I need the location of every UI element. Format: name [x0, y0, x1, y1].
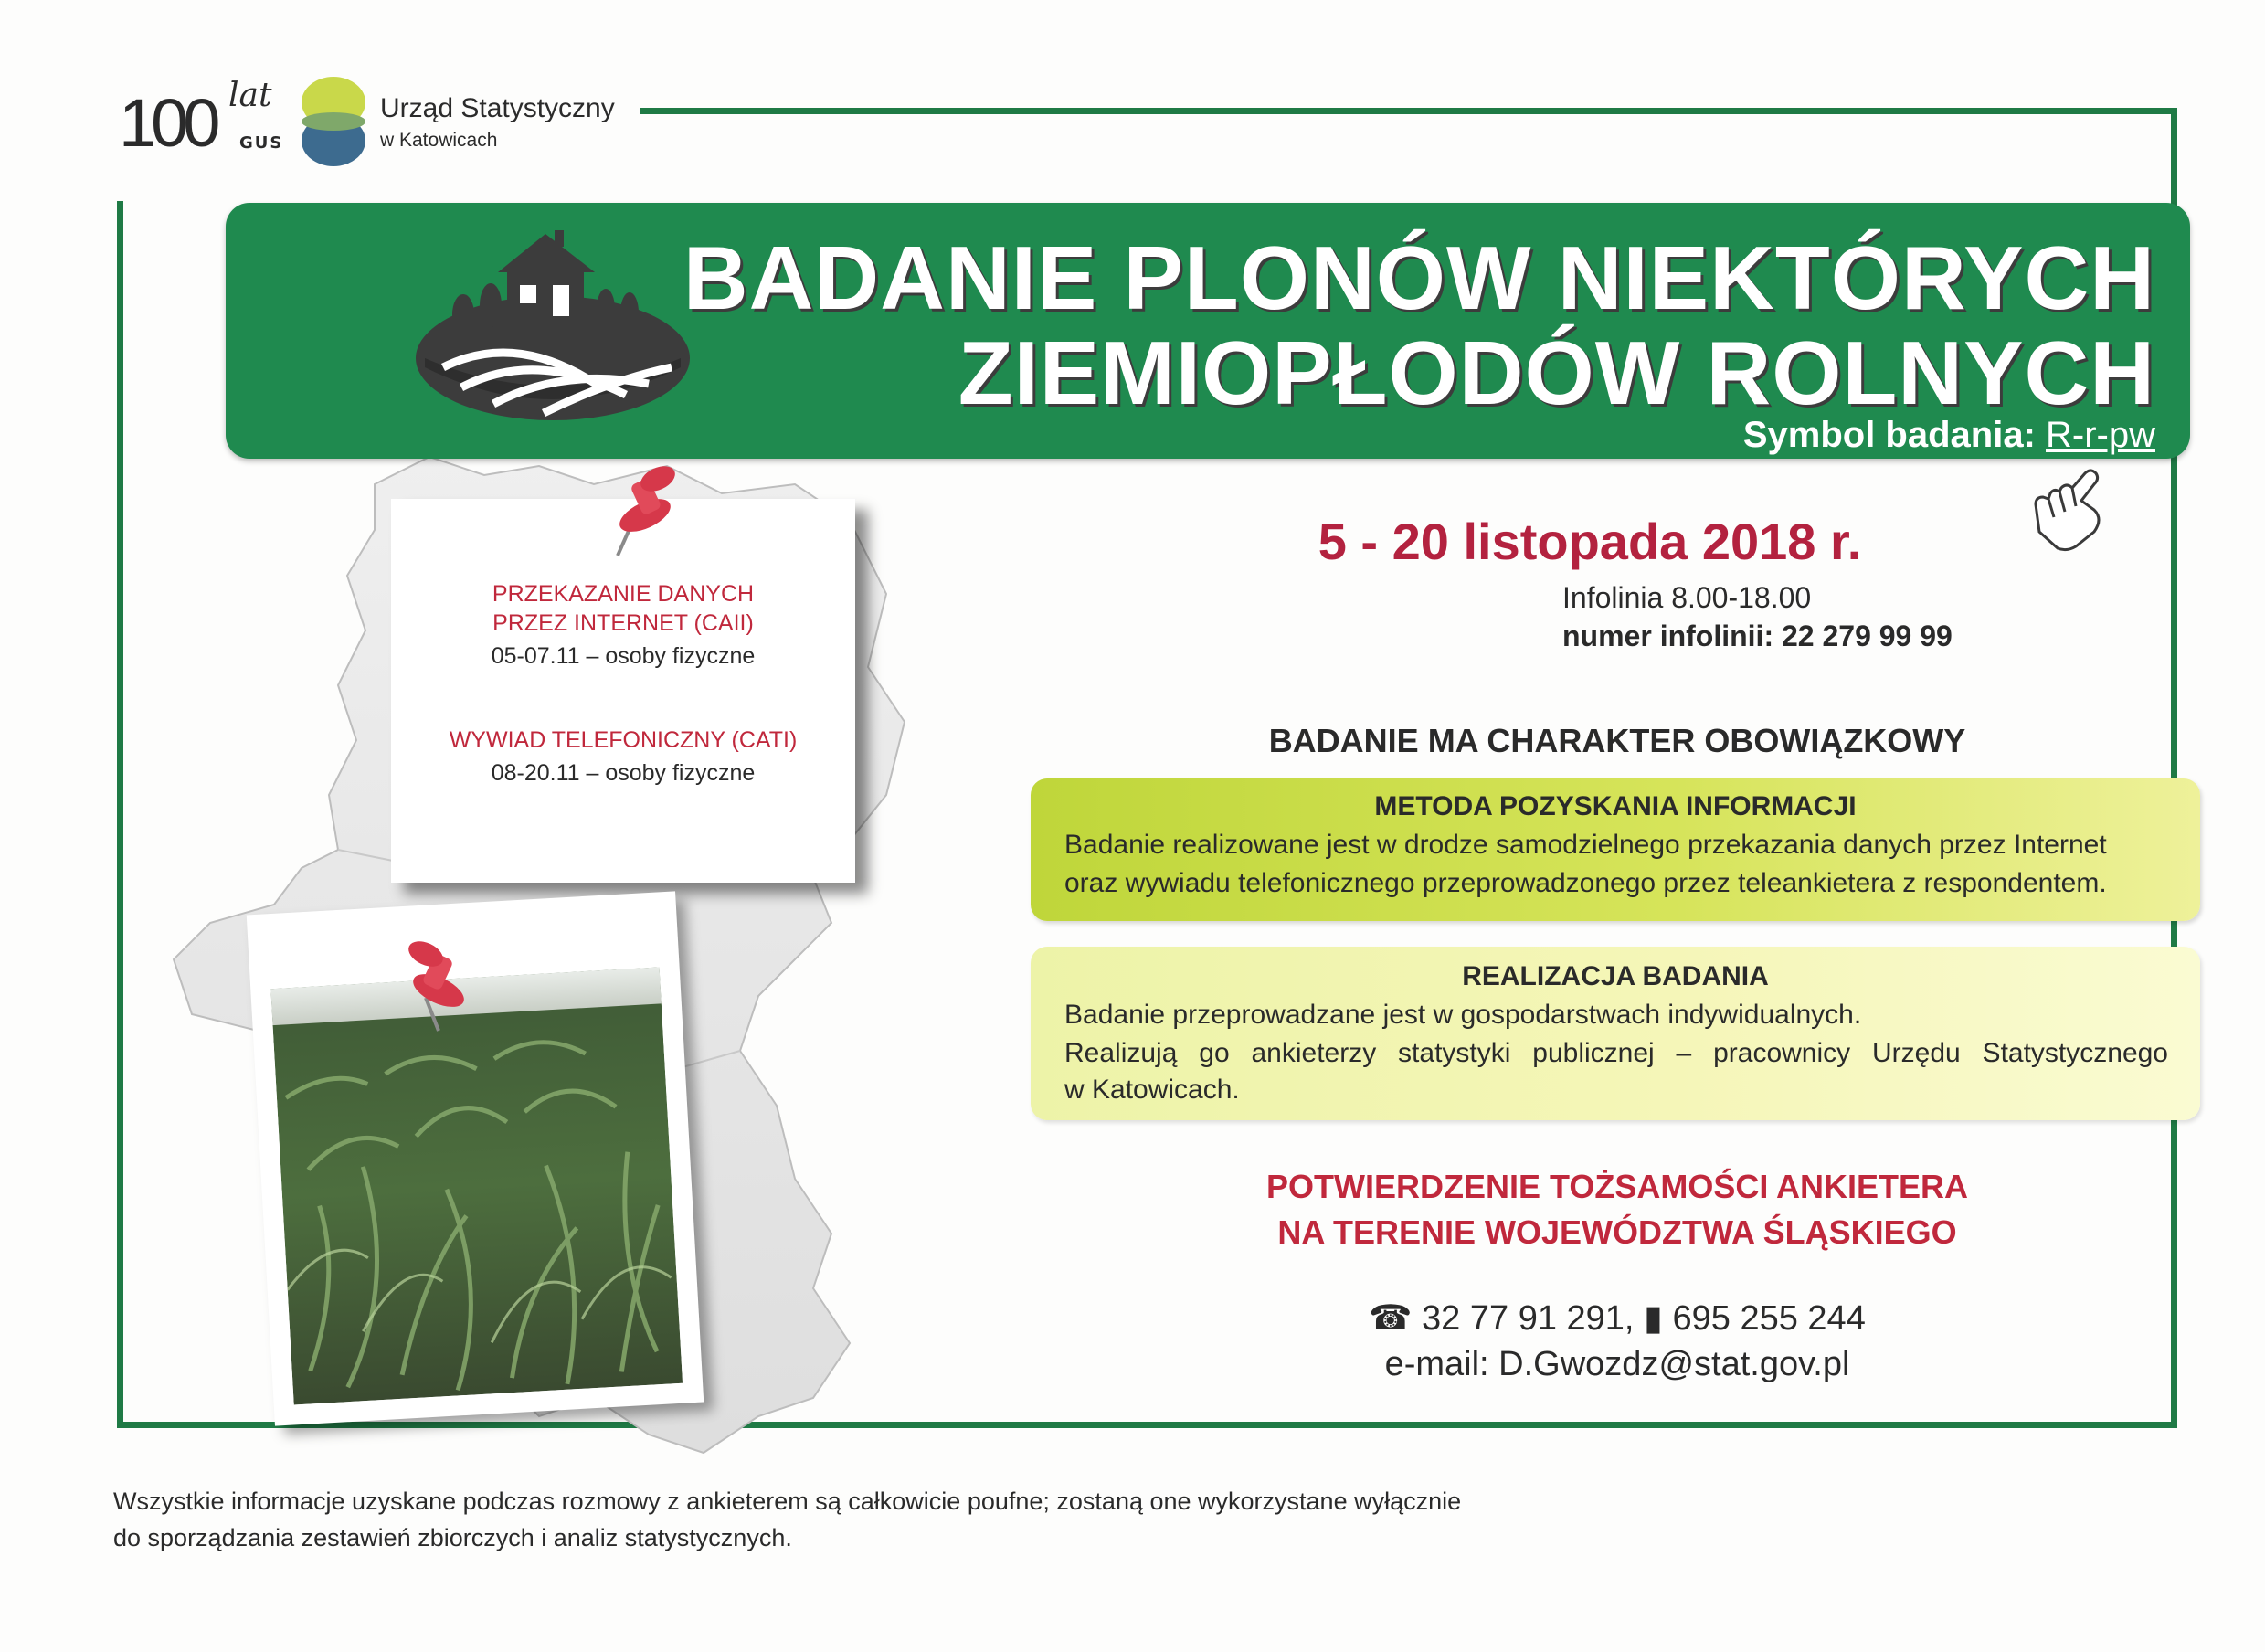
org-city: w Katowicach [380, 130, 498, 151]
pushpin-icon [599, 461, 691, 561]
frame-left-line [117, 201, 123, 1427]
title-line-2: ZIEMIOPŁODÓW ROLNYCH [958, 323, 2155, 423]
contact-email: e-mail: D.Gwozdz@stat.gov.pl [1384, 1345, 1850, 1383]
confidentiality-note-line-2: do sporządzania zestawień zbiorczych i analiz statystycznych. [113, 1524, 792, 1551]
realization-text-line-3: w Katowicach. [1064, 1075, 1240, 1105]
survey-date: 5 - 20 listopada 2018 r. [1318, 513, 1862, 570]
title-line-1: BADANIE PLONÓW NIEKTÓRYCH [683, 228, 2155, 328]
realization-title: REALIZACJA BADANIA [1462, 961, 1769, 991]
method-text-line-1: Badanie realizowane jest w drodze samodzielnego przekazania danych przez Internet [1064, 830, 2107, 860]
identity-confirm-line-1: POTWIERDZENIE TOŻSAMOŚCI ANKIETERA [1265, 1168, 1969, 1205]
frame-top-line [640, 108, 2176, 114]
pushpin-icon [393, 936, 484, 1036]
symbol-label [1743, 415, 2155, 456]
logo-100: 100 [119, 85, 216, 161]
org-name: Urząd Statystyczny [380, 93, 615, 123]
caii-dates: 05-07.11 – osoby fizyczne [491, 643, 756, 669]
cati-dates: 08-20.11 – osoby fizyczne [491, 760, 756, 786]
logo-lat: lat [228, 77, 272, 114]
infoline-number: numer infolinii: 22 279 99 99 [1562, 620, 1953, 652]
contact-phones: ☎ 32 77 91 291, ▮ 695 255 244 [1369, 1299, 1866, 1338]
pointing-hand-icon [2030, 468, 2122, 552]
realization-text-line-1: Badanie przeprowadzane jest w gospodarstwach indywidualnych. [1064, 1000, 1862, 1030]
logo-gus: GUS [239, 133, 284, 153]
cati-title: WYWIAD TELEFONICZNY (CATI) [449, 727, 798, 753]
caii-title-line-2: PRZEZ INTERNET (CAII) [492, 610, 754, 636]
method-text-line-2: oraz wywiadu telefonicznego przeprowadzonego przez teleankietera z respondentem. [1064, 868, 2107, 898]
confidentiality-note-line-1: Wszystkie informacje uzyskane podczas rozmowy z ankieterem są całkowicie poufne; zostaną one wykorzystane wyłącznie [113, 1488, 1462, 1515]
symbol-code-link[interactable]: R-r-pw [2046, 415, 2155, 455]
mandatory-notice: BADANIE MA CHARAKTER OBOWIĄZKOWY [1268, 722, 1966, 759]
symbol-label-text: Symbol badania: [1742, 415, 2036, 455]
logo-circle-icon [300, 75, 367, 168]
caii-title-line-1: PRZEKAZANIE DANYCH [492, 581, 755, 607]
realization-text-line-2: Realizują go ankieterzy statystyki publicznej – pracownicy Urzędu Statystycznego [1064, 1038, 2168, 1068]
infoline-hours: Infolinia 8.00-18.00 [1562, 581, 1812, 614]
farm-icon [407, 230, 699, 431]
method-title: METODA POZYSKANIA INFORMACJI [1374, 791, 1857, 821]
identity-confirm-line-2: NA TERENIE WOJEWÓDZTWA ŚLĄSKIEGO [1277, 1213, 1957, 1251]
